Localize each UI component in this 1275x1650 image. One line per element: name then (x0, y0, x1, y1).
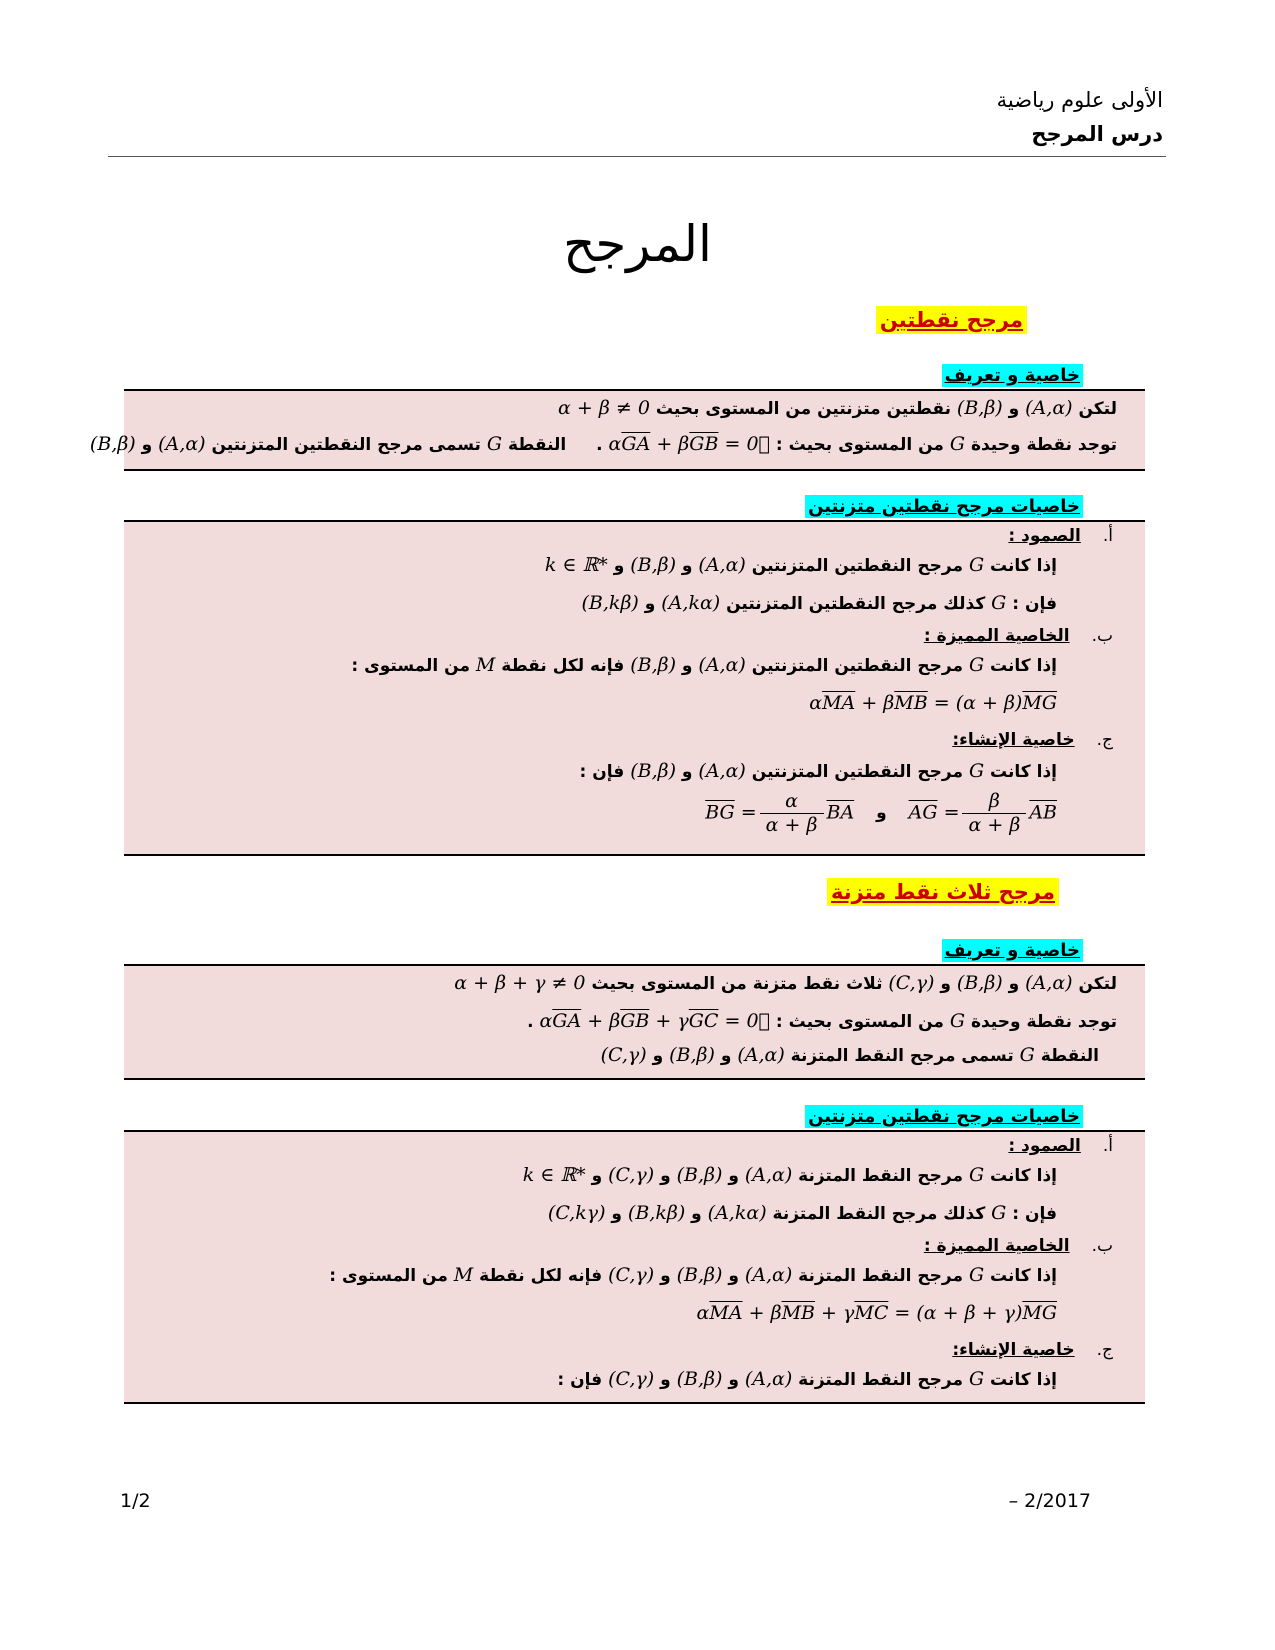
property-a-line-1: إذا كانت G مرجح النقطتين المتزنتين (A,α) و (B,β) و k ∈ ℝ* (544, 554, 1057, 576)
definition-line-3: النقطة G تسمى مرجح النقط المتزنة (A,α) و (B,β) و (C,γ) (600, 1044, 1099, 1066)
definition-line-2: توجد نقطة وحيدة G من المستوى بحيث : $\alpha\overline{GA} + \beta\overline{GB} + \gamma\overline{GC}$ = 0⃗ . (527, 1010, 1117, 1032)
subheading-text: خاصية و تعريف (942, 939, 1083, 962)
property-a-label: أ.الصمود : (1008, 1136, 1113, 1156)
characteristic-equation-2: $\alpha\overline{MA} + \beta\overline{MB} + \gamma\overline{MC} = (\alpha + \beta + \gamma)\overline{MG}$ (696, 1302, 1057, 1324)
subheading-text: خاصيات مرجح نقطتين متزنتين (805, 495, 1083, 518)
formula-BG: $\overline{BG}$ = $\frac{\alpha}{\alpha + \beta}$ $\overline{BA}$ (705, 790, 855, 836)
property-b-label: ب.الخاصية المميزة : (923, 626, 1113, 646)
section-heading-text: مرجح نقطتين (876, 306, 1027, 334)
property-a-line-2: فإن : G كذلك مرجح النقطتين المتزنتين (A,kα) و (B,kβ) (581, 592, 1057, 614)
subheading-properties-1 (805, 496, 1083, 518)
definition-line-1: لتكن (A,α) و (B,β) و (C,γ) ثلاث نقط متزنة من المستوى بحيث α + β + γ ≠ 0 (454, 972, 1117, 994)
property-a-line-1: إذا كانت G مرجح النقط المتزنة (A,α) و (B,β) و (C,γ) و k ∈ ℝ* (522, 1164, 1057, 1186)
property-c-line-1: إذا كانت G مرجح النقط المتزنة (A,α) و (B,β) و (C,γ) فإن : (557, 1368, 1057, 1390)
property-b-line-1: إذا كانت G مرجح النقط المتزنة (A,α) و (B,β) و (C,γ) فإنه لكل نقطة M من المستوى : (329, 1264, 1057, 1286)
subheading-definition-2 (942, 940, 1083, 962)
subheading-properties-2 (805, 1106, 1083, 1128)
section-heading-three-points (827, 880, 1059, 905)
characteristic-equation-1: $\alpha\overline{MA} + \beta\overline{MB} = (\alpha + \beta)\overline{MG}$ (809, 692, 1057, 714)
property-c-line-1: إذا كانت G مرجح النقطتين المتزنتين (A,α) و (B,β) فإن : (579, 760, 1057, 782)
definition-line-2: توجد نقطة وحيدة G من المستوى بحيث : $\alpha\overline{GA} + \beta\overline{GB}$ = 0⃗ . النقطة G تسمى مرجح النقطتين المتزنتين (A,α) و (B,β) (89, 433, 1117, 455)
property-b-label: ب.الخاصية المميزة : (923, 1236, 1113, 1256)
subheading-definition-1 (942, 365, 1083, 387)
section-heading-text: مرجح ثلاث نقط متزنة (827, 878, 1059, 906)
formula-AG: $\overline{AG}$ = $\frac{\beta}{\alpha + \beta}$ $\overline{AB}$ (908, 790, 1057, 836)
properties-box-2 (124, 1130, 1145, 1404)
lesson-line: درس المرجح (1031, 122, 1163, 146)
property-b-line-1: إذا كانت G مرجح النقطتين المتزنتين (A,α) و (B,β) فإنه لكل نقطة M من المستوى : (351, 654, 1057, 676)
property-a-line-2: فإن : G كذلك مرجح النقط المتزنة (A,kα) و (B,kβ) و (C,kγ) (547, 1202, 1057, 1224)
subheading-text: خاصيات مرجح نقطتين متزنتين (805, 1105, 1083, 1128)
property-a-label: أ.الصمود : (1008, 526, 1113, 546)
subheading-text: خاصية و تعريف (942, 364, 1083, 387)
definition-line-1: لتكن (A,α) و (B,β) نقطتين متزنتين من المستوى بحيث α + β ≠ 0 (558, 397, 1117, 419)
properties-box-1 (124, 520, 1145, 856)
footer-date: – 2/2017 (1008, 1490, 1091, 1512)
property-c-label: ج.خاصية الإنشاء: (952, 1340, 1113, 1360)
page-title: المرجح (563, 215, 712, 273)
page-number: 1/2 (120, 1490, 151, 1512)
header-divider (108, 156, 1166, 157)
construction-formulas: $\overline{AG}$ = $\frac{\beta}{\alpha + \beta}$ $\overline{AB}$ و $\overline{BG}$ = $\frac{\alpha}{\alpha + \beta}$ $\overline{BA}$ (705, 790, 1057, 836)
property-c-label: ج.خاصية الإنشاء: (952, 730, 1113, 750)
class-line: الأولى علوم رياضية (996, 88, 1163, 112)
vector-equation: $\alpha\overline{GA} + \beta\overline{GB}$ = 0⃗ (608, 433, 770, 455)
definition-box-1 (89, 389, 1145, 471)
section-heading-two-points (876, 308, 1027, 333)
definition-box-2 (124, 964, 1145, 1080)
vector-equation: $\alpha\overline{GA} + \beta\overline{GB} + \gamma\overline{GC}$ = 0⃗ (539, 1010, 770, 1032)
